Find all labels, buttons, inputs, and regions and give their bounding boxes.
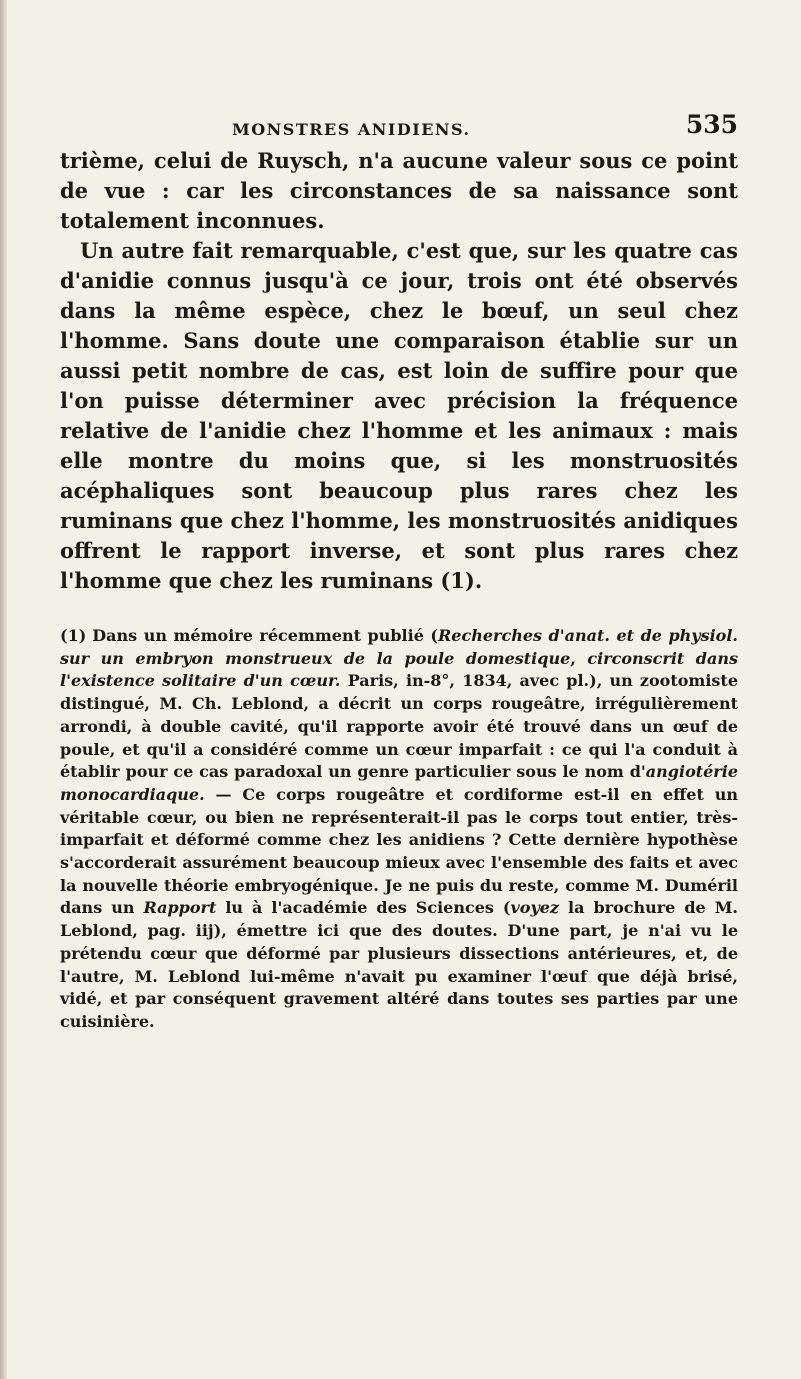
footnote-seg: , [570,648,588,668]
page-header [232,110,738,146]
main-text [60,146,738,596]
page-edge-shadow [0,0,7,1379]
footnote-seg-italic: voyez [510,898,560,918]
running-title: MONSTRES ANIDIENS. [232,120,471,139]
footnote-seg-italic: angiotérie monocardiaque. [60,762,738,804]
page-number: 535 [685,110,738,139]
footnote-seg: Paris, in-8°, 1834, avec pl.), un zootomiste distingué, M. Ch. Leblond, a décrit un corps rougeâtre, irrégulièrement arrondi, à double cavité, qu'il rapporte avoir été trouvé dans un œuf de poule, et qu'il a considéré comme un cœur imparfait : ce qui l'a conduit à établir pour ce cas paradoxal un genre particulier sous le nom d' [60,671,739,782]
footnote-marker: (1) [60,626,87,645]
paragraph-continued: trième, celui de Ruysch, n'a aucune valeur sous ce point de vue : car les circonstances de sa naissance sont totalement inconnues. [60,148,738,233]
footnote-seg: lu à l'académie des Sciences ( [216,898,511,918]
footnote-seg: — Ce corps rougeâtre et cordiforme est-il en effet un véritable cœur, ou bien ne représenterait-il pas le corps tout entier, très-imparfait et déformé comme chez les anidiens ? Cette dernière hypothèse s'accorderait assurément beaucoup mieux avec l'ensemble des faits et avec la nouvelle théorie embryogénique. Je ne puis du reste, comme M. Duméril dans un [60,784,738,918]
paragraph: Un autre fait remarquable, c'est que, sur les quatre cas d'anidie connus jusqu'à ce jour, trois ont été observés dans la même espèce, chez le bœuf, un seul chez l'homme. Sans doute une comparaison établie sur un aussi petit nombre de cas, est loin de suffire pour que l'on puisse déterminer avec précision la fréquence relative de l'anidie chez l'homme et les animaux : mais elle montre du moins que, si les monstruosités acéphaliques sont beaucoup plus rares chez les ruminans que chez l'homme, les monstruosités anidiques offrent le rapport inverse, et sont plus rares chez l'homme que chez les ruminans (1). [60,238,738,593]
footnote-seg-italic: Recherches d'anat. et de physiol. sur un embryon monstrueux de la poule domestique [60,626,738,668]
footnote-seg: Dans un mémoire récemment publié ( [92,626,438,645]
footnote-seg-italic: Rapport [143,898,217,918]
footnote [60,625,738,1034]
footnote-seg-italic: circonscrit dans l'existence solitaire d'un cœur. [60,648,738,691]
footnote-seg: la brochure de M. Leblond, pag. iij), émettre ici que des doutes. D'une part, je n'ai vu le prétendu cœur que déformé par plusieurs dissections antérieures, et, de l'autre, M. Leblond lui-même n'avait pu examiner l'œuf que déjà brisé, vidé, et par conséquent gravement altéré dans toutes ses parties par une cuisinière. [60,898,738,1031]
